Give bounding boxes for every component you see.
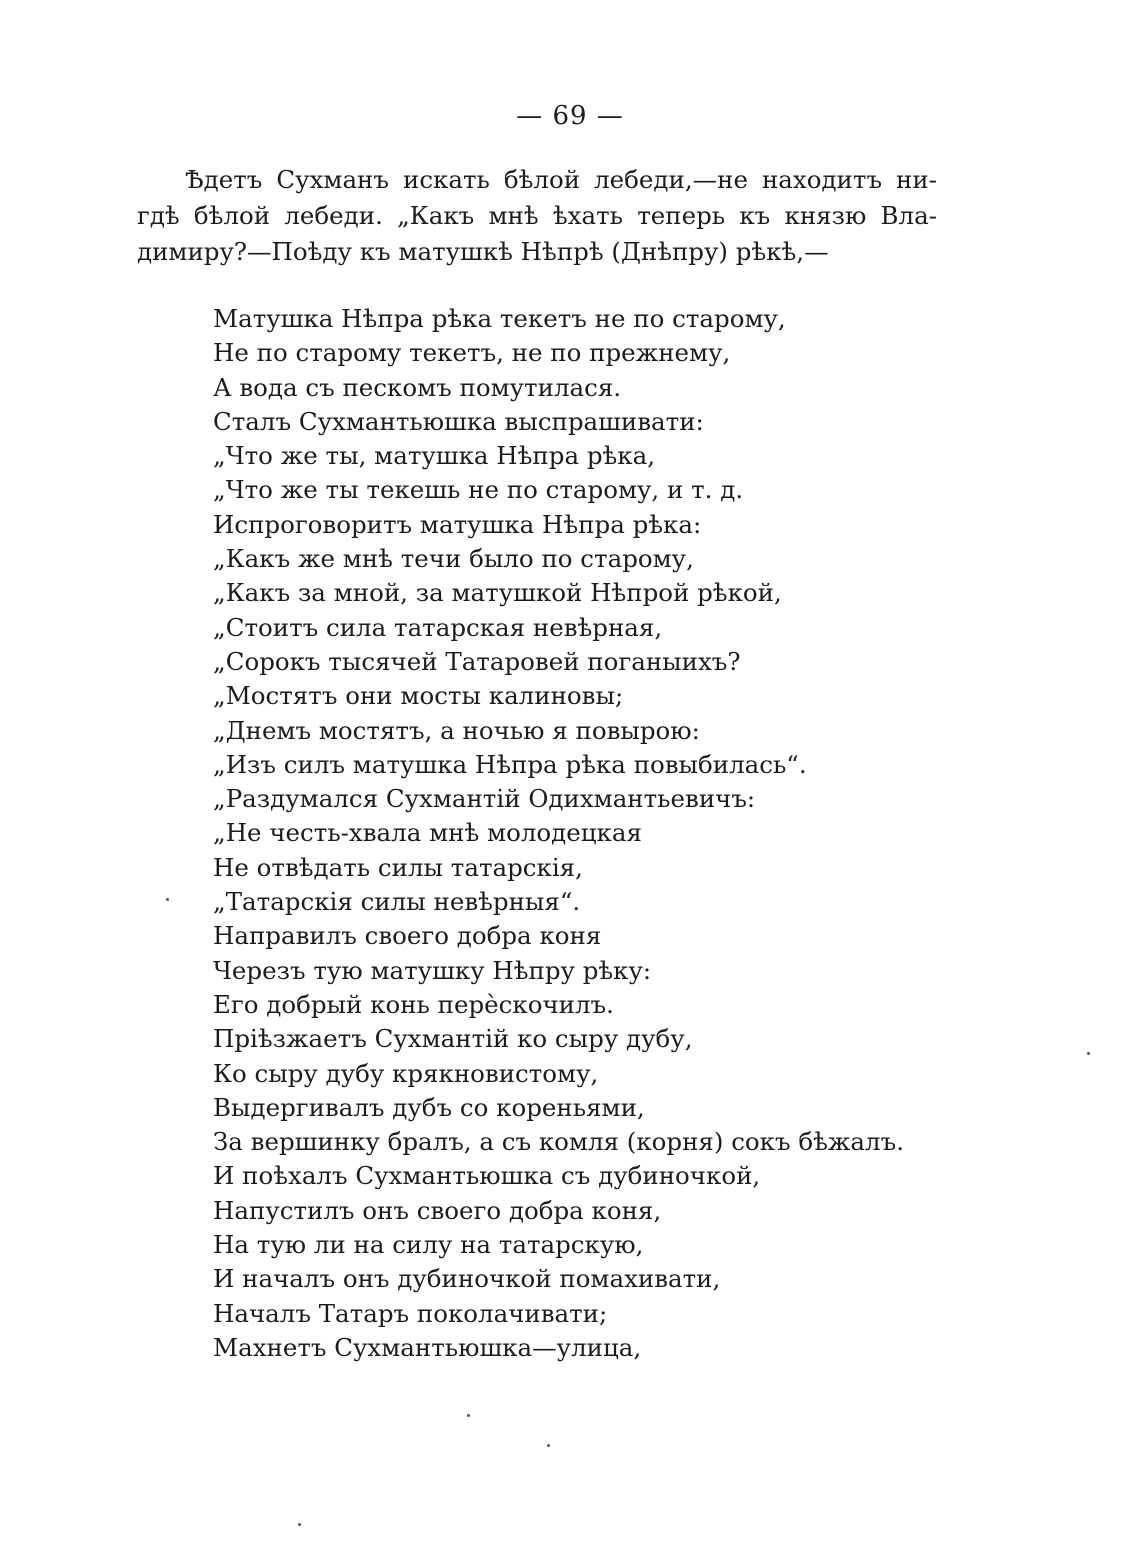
- verse-line: Сталъ Сухмантьюшка выспрашивати:: [213, 406, 704, 436]
- verse-line: Напустилъ онъ своего добра коня,: [213, 1195, 662, 1225]
- verse-line: „Раздумался Сухмантій Одихмантьевичъ:: [213, 784, 756, 814]
- verse-line: „Какъ за мной, за матушкой Нѣпрой рѣкой,: [213, 578, 782, 608]
- scan-speck: [166, 898, 169, 901]
- prose-line: гдѣ бѣлой лебеди. „Какъ мнѣ ѣхать теперь къ князю Вла-: [137, 201, 937, 230]
- verse-line: И началъ онъ дубиночкой помахивати,: [213, 1264, 721, 1294]
- verse-line: И поѣхалъ Сухмантьюшка съ дубиночкой,: [213, 1161, 761, 1191]
- verse-line: „Не честь-хвала мнѣ молодецкая: [213, 818, 642, 848]
- verse-line: Не отвѣдать силы татарскія,: [213, 852, 583, 882]
- verse-line: На тую ли на силу на татарскую,: [213, 1230, 644, 1260]
- verse-line: „Что же ты, матушка Нѣпра рѣка,: [213, 441, 656, 471]
- verse-line: Матушка Нѣпра рѣка текетъ не по старому,: [213, 304, 786, 333]
- verse-line: Ко сыру дубу крякновистому,: [213, 1058, 599, 1088]
- verse-line: „Что же ты текешь не по старому, и т. д.: [213, 475, 744, 505]
- prose-line: Ѣдетъ Сухманъ искать бѣлой лебеди,—не находитъ ни-: [185, 165, 937, 194]
- verse-line: Черезъ тую матушку Нѣпру рѣку:: [213, 955, 652, 985]
- prose-paragraph: [137, 162, 937, 270]
- verse-line: Махнетъ Сухмантьюшка—улица,: [213, 1332, 642, 1362]
- verse-line: „Мостятъ они мосты калиновы;: [213, 681, 624, 711]
- verse-line: „Татарскія силы невѣрныя“.: [213, 887, 581, 917]
- scan-speck: [547, 1444, 550, 1447]
- verse-line: Не по старому текетъ, не по прежнему,: [213, 338, 731, 368]
- page-number: — 69 —: [516, 101, 624, 131]
- scan-speck: [298, 1523, 301, 1526]
- verse-line: Выдергивалъ дубъ со кореньями,: [213, 1092, 645, 1122]
- verse-line: „Какъ же мнѣ течи было по старому,: [213, 544, 694, 574]
- verse-line: „Днемъ мостятъ, а ночью я повырою:: [213, 715, 700, 745]
- verse-line: Направилъ своего добра коня: [213, 921, 602, 951]
- verse-line: А вода съ пескомъ помутилася.: [213, 372, 622, 402]
- verse-line: Испроговоритъ матушка Нѣпра рѣка:: [213, 509, 702, 539]
- verse-line: „Сорокъ тысячей Татаровей поганыихъ?: [213, 646, 741, 676]
- verse-line: За вершинку бралъ, а съ комля (корня) сокъ бѣжалъ.: [213, 1127, 904, 1157]
- verse-line: „Изъ силъ матушка Нѣпра рѣка повыбилась“.: [213, 749, 807, 779]
- verse-line: Началъ Татаръ поколачивати;: [213, 1298, 608, 1328]
- scan-speck: [467, 1414, 470, 1417]
- verse-line: Его добрый конь перѐскочилъ.: [213, 989, 614, 1019]
- scan-speck: [1087, 1052, 1090, 1055]
- verse-line: Пріѣзжаетъ Сухмантій ко сыру дубу,: [213, 1024, 693, 1054]
- verse-line: „Стоитъ сила татарская невѣрная,: [213, 612, 663, 642]
- verse-block: [213, 302, 904, 1365]
- prose-line: димиру?—Поѣду къ матушкѣ Нѣпрѣ (Днѣпру) рѣкѣ,—: [137, 237, 829, 266]
